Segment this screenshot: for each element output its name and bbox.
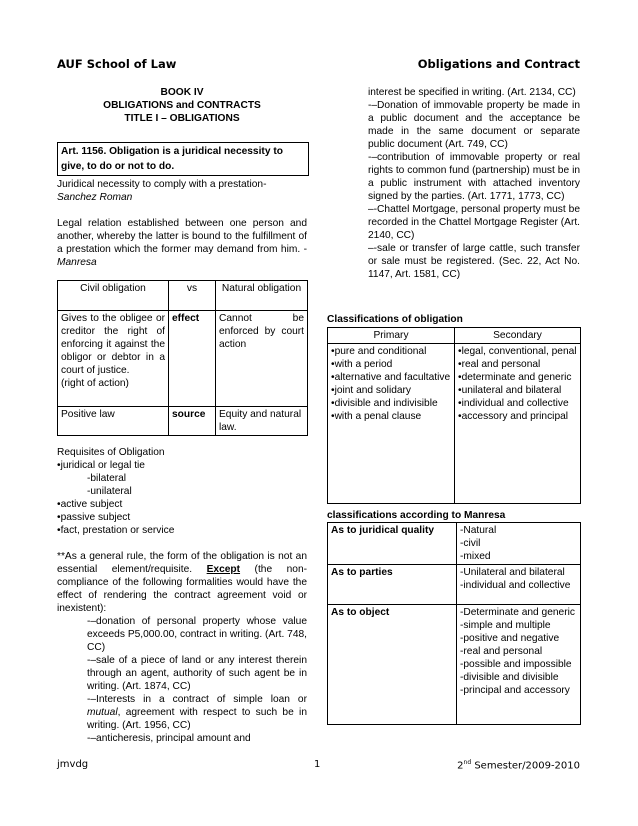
item-text: divisible and indivisible: [334, 398, 438, 409]
table-header: Secondary: [455, 328, 581, 344]
header-left: AUF School of Law: [57, 57, 177, 71]
secondary-cell: [455, 344, 581, 504]
item-text: unilateral and bilateral: [461, 385, 562, 396]
formality-list-left: [87, 615, 307, 745]
list-item: •individual and collective: [458, 398, 569, 409]
definition-author: Manresa: [57, 257, 97, 268]
value: -Unilateral and bilateral: [460, 567, 565, 578]
value: -Determinate and generic: [460, 607, 575, 618]
list-item: •divisible and indivisible: [331, 398, 438, 409]
list-item: -unilateral: [87, 486, 132, 497]
value: -possible and impossible: [460, 659, 572, 670]
table-cell: effect: [169, 311, 216, 407]
list-item: •with a period: [331, 359, 393, 370]
article-box: Art. 1156. Obligation is a juridical necessity to give, to do or not to do.: [57, 142, 309, 176]
value: -Natural: [460, 525, 497, 536]
item-text: passive subject: [60, 512, 131, 523]
definition-author: Sanchez Roman: [57, 192, 133, 203]
item-text: , agreement with respect to such be in writing. (Art. 1956, CC): [87, 707, 307, 731]
list-item: •legal, conventional, penal: [458, 346, 577, 357]
list-item: -–anticheresis, principal amount and: [87, 733, 251, 744]
list-item: •passive subject: [57, 512, 131, 523]
item-text: alternative and facultative: [334, 372, 451, 383]
item-italic: mutual: [87, 707, 118, 718]
item-text: legal, conventional, penal: [461, 346, 577, 357]
civil-natural-table: [57, 280, 308, 436]
item-text: juridical or legal tie: [60, 460, 145, 471]
list-item: •joint and solidary: [331, 385, 412, 396]
except-word: Except: [206, 564, 241, 575]
classifications-title: Classifications of obligation: [327, 314, 463, 325]
header-right: Obligations and Contract: [417, 57, 580, 71]
definition-manresa: [57, 217, 307, 269]
requisites-title: Requisites of Obligation: [57, 447, 165, 458]
item-text: fact, prestation or service: [60, 525, 175, 536]
list-item: •with a penal clause: [331, 411, 422, 422]
list-item: –-sale or transfer of large cattle, such transfer or sale must be registered. (Sec. 22, Act No. 1147, Art. 1581, CC): [368, 243, 580, 280]
note-text: **As a general rule, the form of the obligation is not an essential element/requisite.: [57, 551, 307, 575]
item-text: joint and solidary: [334, 385, 412, 396]
list-item: [87, 693, 307, 732]
item-text: real and personal: [461, 359, 541, 370]
list-item: •juridical or legal tie: [57, 460, 145, 471]
item-text: with a period: [334, 359, 393, 370]
classifications-table: [327, 327, 581, 504]
value: -positive and negative: [460, 633, 560, 644]
value: -mixed: [460, 551, 491, 562]
table-cell: Cannot be enforced by court action: [216, 311, 308, 407]
value: -civil: [460, 538, 481, 549]
footer-num: 2: [457, 760, 464, 772]
list-item: –-Chattel Mortgage, personal property must be recorded in the Chattel Mortgage Register (Art. 2140, CC): [368, 204, 580, 241]
item-text: with a penal clause: [334, 411, 422, 422]
general-rule-note: [57, 550, 307, 615]
row-label: As to parties: [328, 565, 457, 605]
table-cell: Equity and natural law.: [216, 407, 308, 436]
footer-left: jmvdg: [57, 759, 89, 770]
list-item: •accessory and principal: [458, 411, 569, 422]
value: -principal and accessory: [460, 685, 570, 696]
cell-text: (right of action): [61, 378, 129, 389]
item-text: determinate and generic: [461, 372, 572, 383]
row-values: [457, 523, 581, 565]
list-item: •determinate and generic: [458, 372, 572, 383]
row-values: [457, 565, 581, 605]
primary-cell: [328, 344, 455, 504]
manresa-title: classifications according to Manresa: [327, 510, 506, 521]
row-label: As to juridical quality: [328, 523, 457, 565]
table-header: Natural obligation: [216, 281, 308, 311]
list-item: •unilateral and bilateral: [458, 385, 562, 396]
list-item: •real and personal: [458, 359, 541, 370]
row-values: [457, 605, 581, 725]
list-item: -bilateral: [87, 473, 127, 484]
list-item: •active subject: [57, 499, 123, 510]
title-block: [57, 86, 307, 125]
table-cell: Positive law: [58, 407, 169, 436]
definition-sanchez: [57, 178, 307, 204]
book-title: BOOK IV: [160, 87, 204, 98]
item-text: individual and collective: [461, 398, 569, 409]
cell-text: Gives to the obligee or creditor the right of enforcing it against the obligor or debtor in a court of justice.: [61, 313, 165, 376]
list-item: •alternative and facultative: [331, 372, 451, 383]
footer-sup: nd: [463, 759, 472, 766]
item-text: active subject: [60, 499, 123, 510]
value: -real and personal: [460, 646, 543, 657]
list-item: -–Donation of immovable property be made in a public document and the acceptance be made in the same document or separate public document (Art. 749, CC): [368, 100, 580, 150]
table-cell: [58, 311, 169, 407]
note-text: (the non-compliance of the following formalities would have the effect of rendering the contract agreement void or inexistent):: [57, 564, 307, 614]
table-header: Civil obligation: [58, 281, 169, 311]
value: -individual and collective: [460, 580, 571, 591]
book-subtitle: OBLIGATIONS and CONTRACTS: [103, 100, 261, 111]
list-item: •pure and conditional: [331, 346, 427, 357]
table-header: Primary: [328, 328, 455, 344]
row-label: As to object: [328, 605, 457, 725]
requisites: [57, 446, 307, 537]
manresa-table: [327, 522, 581, 725]
item-text: pure and conditional: [334, 346, 427, 357]
list-item: interest be specified in writing. (Art. 2134, CC): [368, 87, 576, 98]
formality-list-right: [368, 86, 580, 281]
list-item: -–sale of a piece of land or any interest therein through an agent, authority of such agent be in writing. (Art. 1874, CC): [87, 655, 307, 692]
value: -divisible and divisible: [460, 672, 559, 683]
definition-text: Legal relation established between one person and another, whereby the latter is bound to the fulfillment of a prestation which the former may demand from him. -: [57, 218, 307, 255]
title-obligations: TITLE I – OBLIGATIONS: [124, 113, 240, 124]
item-text: accessory and principal: [461, 411, 569, 422]
list-item: •fact, prestation or service: [57, 525, 175, 536]
definition-text: Juridical necessity to comply with a prestation-: [57, 179, 267, 190]
list-item: -–donation of personal property whose value exceeds P5,000.00, contract in writing. (Art. 748, CC): [87, 616, 307, 653]
table-cell: source: [169, 407, 216, 436]
value: -simple and multiple: [460, 620, 551, 631]
page-number: 1: [314, 759, 321, 770]
list-item: -–contribution of immovable property or real rights to common fund (partnership) must be in a public instrument with attached inventory signed by the parties. (Art. 1771, 1773, CC): [368, 152, 580, 202]
footer-right: [457, 759, 580, 771]
footer-text: Semester/2009-2010: [471, 760, 580, 772]
item-text: -–Interests in a contract of simple loan or: [87, 694, 307, 705]
table-header: vs: [169, 281, 216, 311]
